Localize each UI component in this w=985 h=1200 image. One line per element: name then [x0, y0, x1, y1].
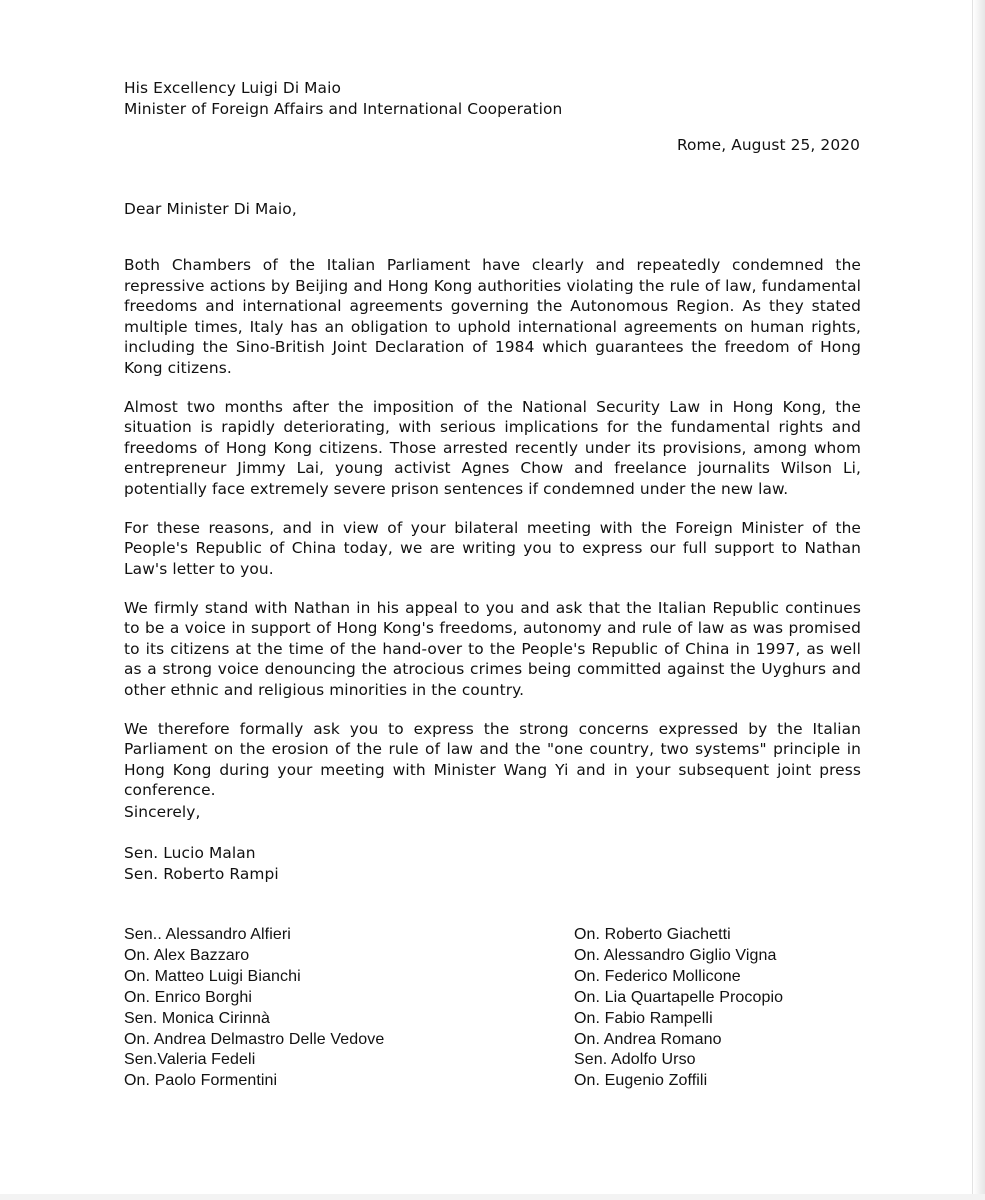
- cosigner: Sen. Monica Cirinnà: [124, 1009, 270, 1027]
- page-bottom-edge: [0, 1194, 985, 1200]
- cosigner: On. Matteo Luigi Bianchi: [124, 967, 301, 985]
- addressee-block: [124, 78, 684, 119]
- cosigner: Sen.Valeria Fedeli: [124, 1051, 256, 1069]
- body-paragraph-4: We firmly stand with Nathan in his appeal to you and ask that the Italian Republic continues to be a voice in support of Hong Kong's freedoms, autonomy and rule of law as was promised to its citizens at the time of the hand-over to the People's Republic of China in 1997, as well as a strong voice denouncing the atrocious crimes being committed against the Uyghurs and other ethnic and religious minorities in the country.: [124, 598, 861, 699]
- cosigners-right-column: [574, 925, 854, 1092]
- cosigners-left-column: [124, 925, 454, 1092]
- cosigner: On. Eugenio Zoffili: [574, 1072, 708, 1090]
- cosigner: On. Federico Mollicone: [574, 967, 741, 985]
- salutation: Dear Minister Di Maio,: [124, 200, 297, 218]
- primary-signer: Sen. Lucio Malan: [124, 844, 256, 862]
- cosigner: Sen. Adolfo Urso: [574, 1051, 696, 1069]
- page-edge-shadow: [972, 0, 985, 1200]
- body-paragraph-3: For these reasons, and in view of your bilateral meeting with the Foreign Minister of the People's Republic of China today, we are writing you to express our full support to Nathan Law's letter to you.: [124, 518, 861, 578]
- addressee-name: His Excellency Luigi Di Maio: [124, 79, 341, 97]
- closing: Sincerely,: [124, 803, 201, 821]
- cosigner: On. Alessandro Giglio Vigna: [574, 946, 777, 964]
- cosigner: On. Andrea Delmastro Delle Vedove: [124, 1030, 385, 1048]
- letter-date: Rome, August 25, 2020: [676, 136, 860, 154]
- cosigner: On. Enrico Borghi: [124, 988, 252, 1006]
- cosigner: Sen.. Alessandro Alfieri: [124, 926, 291, 943]
- primary-signers: [124, 843, 279, 884]
- cosigner: On. Lia Quartapelle Procopio: [574, 988, 784, 1006]
- letter-body: [124, 255, 861, 819]
- cosigner: On. Paolo Formentini: [124, 1072, 278, 1090]
- body-paragraph-5: We therefore formally ask you to express the strong concerns expressed by the Italian Parliament on the erosion of the rule of law and the "one country, two systems" principle in Hong Kong during your meeting with Minister Wang Yi and in your subsequent joint press conference.: [124, 719, 861, 799]
- primary-signer: Sen. Roberto Rampi: [124, 864, 279, 883]
- body-paragraph-1: Both Chambers of the Italian Parliament have clearly and repeatedly condemned the repressive actions by Beijing and Hong Kong authorities violating the rule of law, fundamental freedoms and international agreements governing the Autonomous Region. As they stated multiple times, Italy has an obligation to uphold international agreements on human rights, including the Sino-British Joint Declaration of 1984 which guarantees the freedom of Hong Kong citizens.: [124, 256, 861, 377]
- addressee-title: Minister of Foreign Affairs and International Cooperation: [124, 99, 563, 118]
- cosigner: On. Andrea Romano: [574, 1030, 722, 1048]
- body-paragraph-2: Almost two months after the imposition of the National Security Law in Hong Kong, the situation is rapidly deteriorating, with serious implications for the fundamental rights and freedoms of Hong Kong citizens. Those arrested recently under its provisions, among whom entrepreneur Jimmy Lai, young activist Agnes Chow and freelance journalits Wilson Li, potentially face extremely severe prison sentences if condemned under the new law.: [124, 397, 861, 498]
- cosigner: On. Fabio Rampelli: [574, 1009, 713, 1027]
- cosigner: On. Roberto Giachetti: [574, 926, 731, 943]
- cosigner: On. Alex Bazzaro: [124, 946, 250, 964]
